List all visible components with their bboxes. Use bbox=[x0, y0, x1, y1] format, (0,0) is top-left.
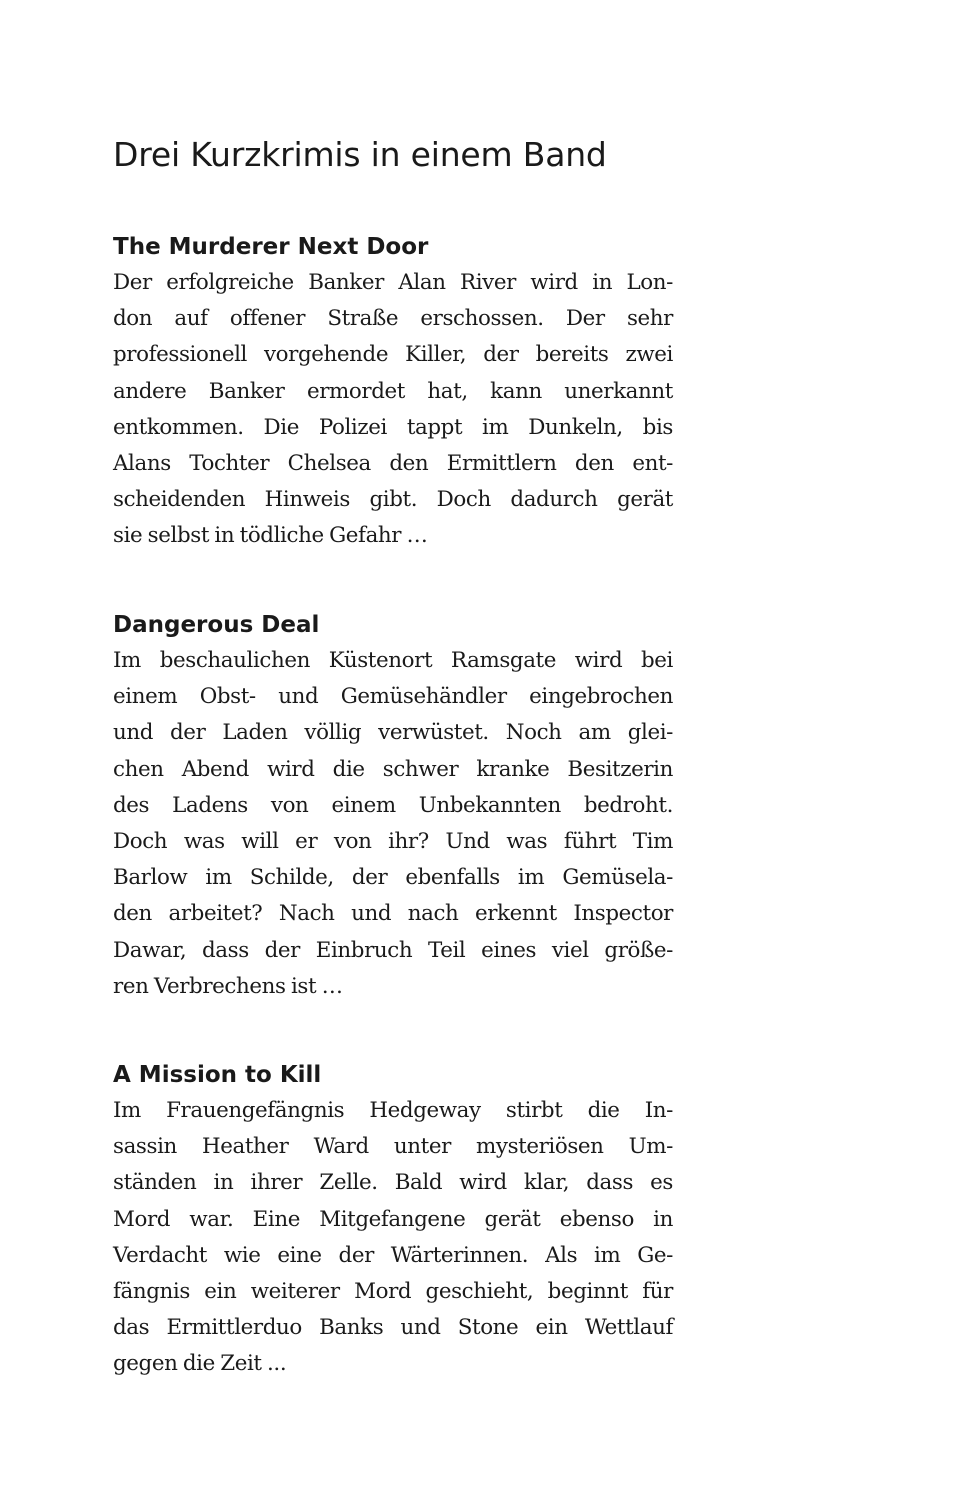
story-title: A Mission to Kill bbox=[113, 1062, 322, 1088]
text-line: Mord war. Eine Mitgefangene gerät ebenso in bbox=[113, 1206, 673, 1232]
text-line: sie selbst in tödliche Gefahr … bbox=[113, 523, 428, 549]
text-line: andere Banker ermordet hat, kann unerkannt bbox=[113, 378, 673, 404]
story-title: The Murderer Next Door bbox=[113, 234, 429, 260]
text-line: don auf offener Straße erschossen. Der sehr bbox=[113, 306, 673, 332]
text-line: professionell vorgehende Killer, der bereits zwei bbox=[113, 342, 673, 368]
text-line: das Ermittlerduo Banks und Stone ein Wettlauf bbox=[113, 1315, 673, 1341]
text-line: ren Verbrechens ist … bbox=[113, 973, 343, 999]
story-section bbox=[113, 1057, 673, 1383]
story-description bbox=[113, 643, 673, 1005]
text-line: scheidenden Hinweis gibt. Doch dadurch gerät bbox=[113, 487, 673, 513]
text-line: Barlow im Schilde, der ebenfalls im Gemüsela- bbox=[113, 865, 673, 891]
text-line: Der erfolgreiche Banker Alan River wird in Lon- bbox=[113, 270, 673, 295]
text-line: chen Abend wird die schwer kranke Besitzerin bbox=[113, 756, 673, 782]
story-title: Dangerous Deal bbox=[113, 612, 320, 638]
text-line: Doch was will er von ihr? Und was führt Tim bbox=[113, 828, 673, 854]
text-line: Im beschaulichen Küstenort Ramsgate wird bei bbox=[113, 648, 673, 673]
text-line: den arbeitet? Nach und nach erkennt Inspector bbox=[113, 901, 673, 927]
story-section bbox=[113, 607, 673, 1005]
text-line: des Ladens von einem Unbekannten bedroht. bbox=[113, 792, 673, 818]
text-line: entkommen. Die Polizei tappt im Dunkeln, bis bbox=[113, 414, 673, 440]
text-line: einem Obst- und Gemüsehändler eingebrochen bbox=[113, 684, 673, 710]
story-description bbox=[113, 1093, 673, 1383]
story-section bbox=[113, 229, 673, 555]
text-line: sassin Heather Ward unter mysteriösen Um- bbox=[113, 1134, 673, 1160]
text-line: gegen die Zeit ... bbox=[113, 1351, 287, 1377]
text-line: fängnis ein weiterer Mord geschieht, beginnt für bbox=[113, 1278, 673, 1304]
story-description bbox=[113, 265, 673, 555]
page-title: Drei Kurzkrimis in einem Band bbox=[113, 135, 607, 174]
text-line: ständen in ihrer Zelle. Bald wird klar, dass es bbox=[113, 1170, 673, 1196]
text-line: Dawar, dass der Einbruch Teil eines viel größe- bbox=[113, 937, 673, 963]
text-line: Im Frauengefängnis Hedgeway stirbt die In- bbox=[113, 1098, 673, 1123]
text-line: Alans Tochter Chelsea den Ermittlern den ent- bbox=[113, 450, 673, 476]
text-line: Verdacht wie eine der Wärterinnen. Als im Ge- bbox=[113, 1242, 673, 1268]
text-line: und der Laden völlig verwüstet. Noch am glei- bbox=[113, 720, 673, 746]
